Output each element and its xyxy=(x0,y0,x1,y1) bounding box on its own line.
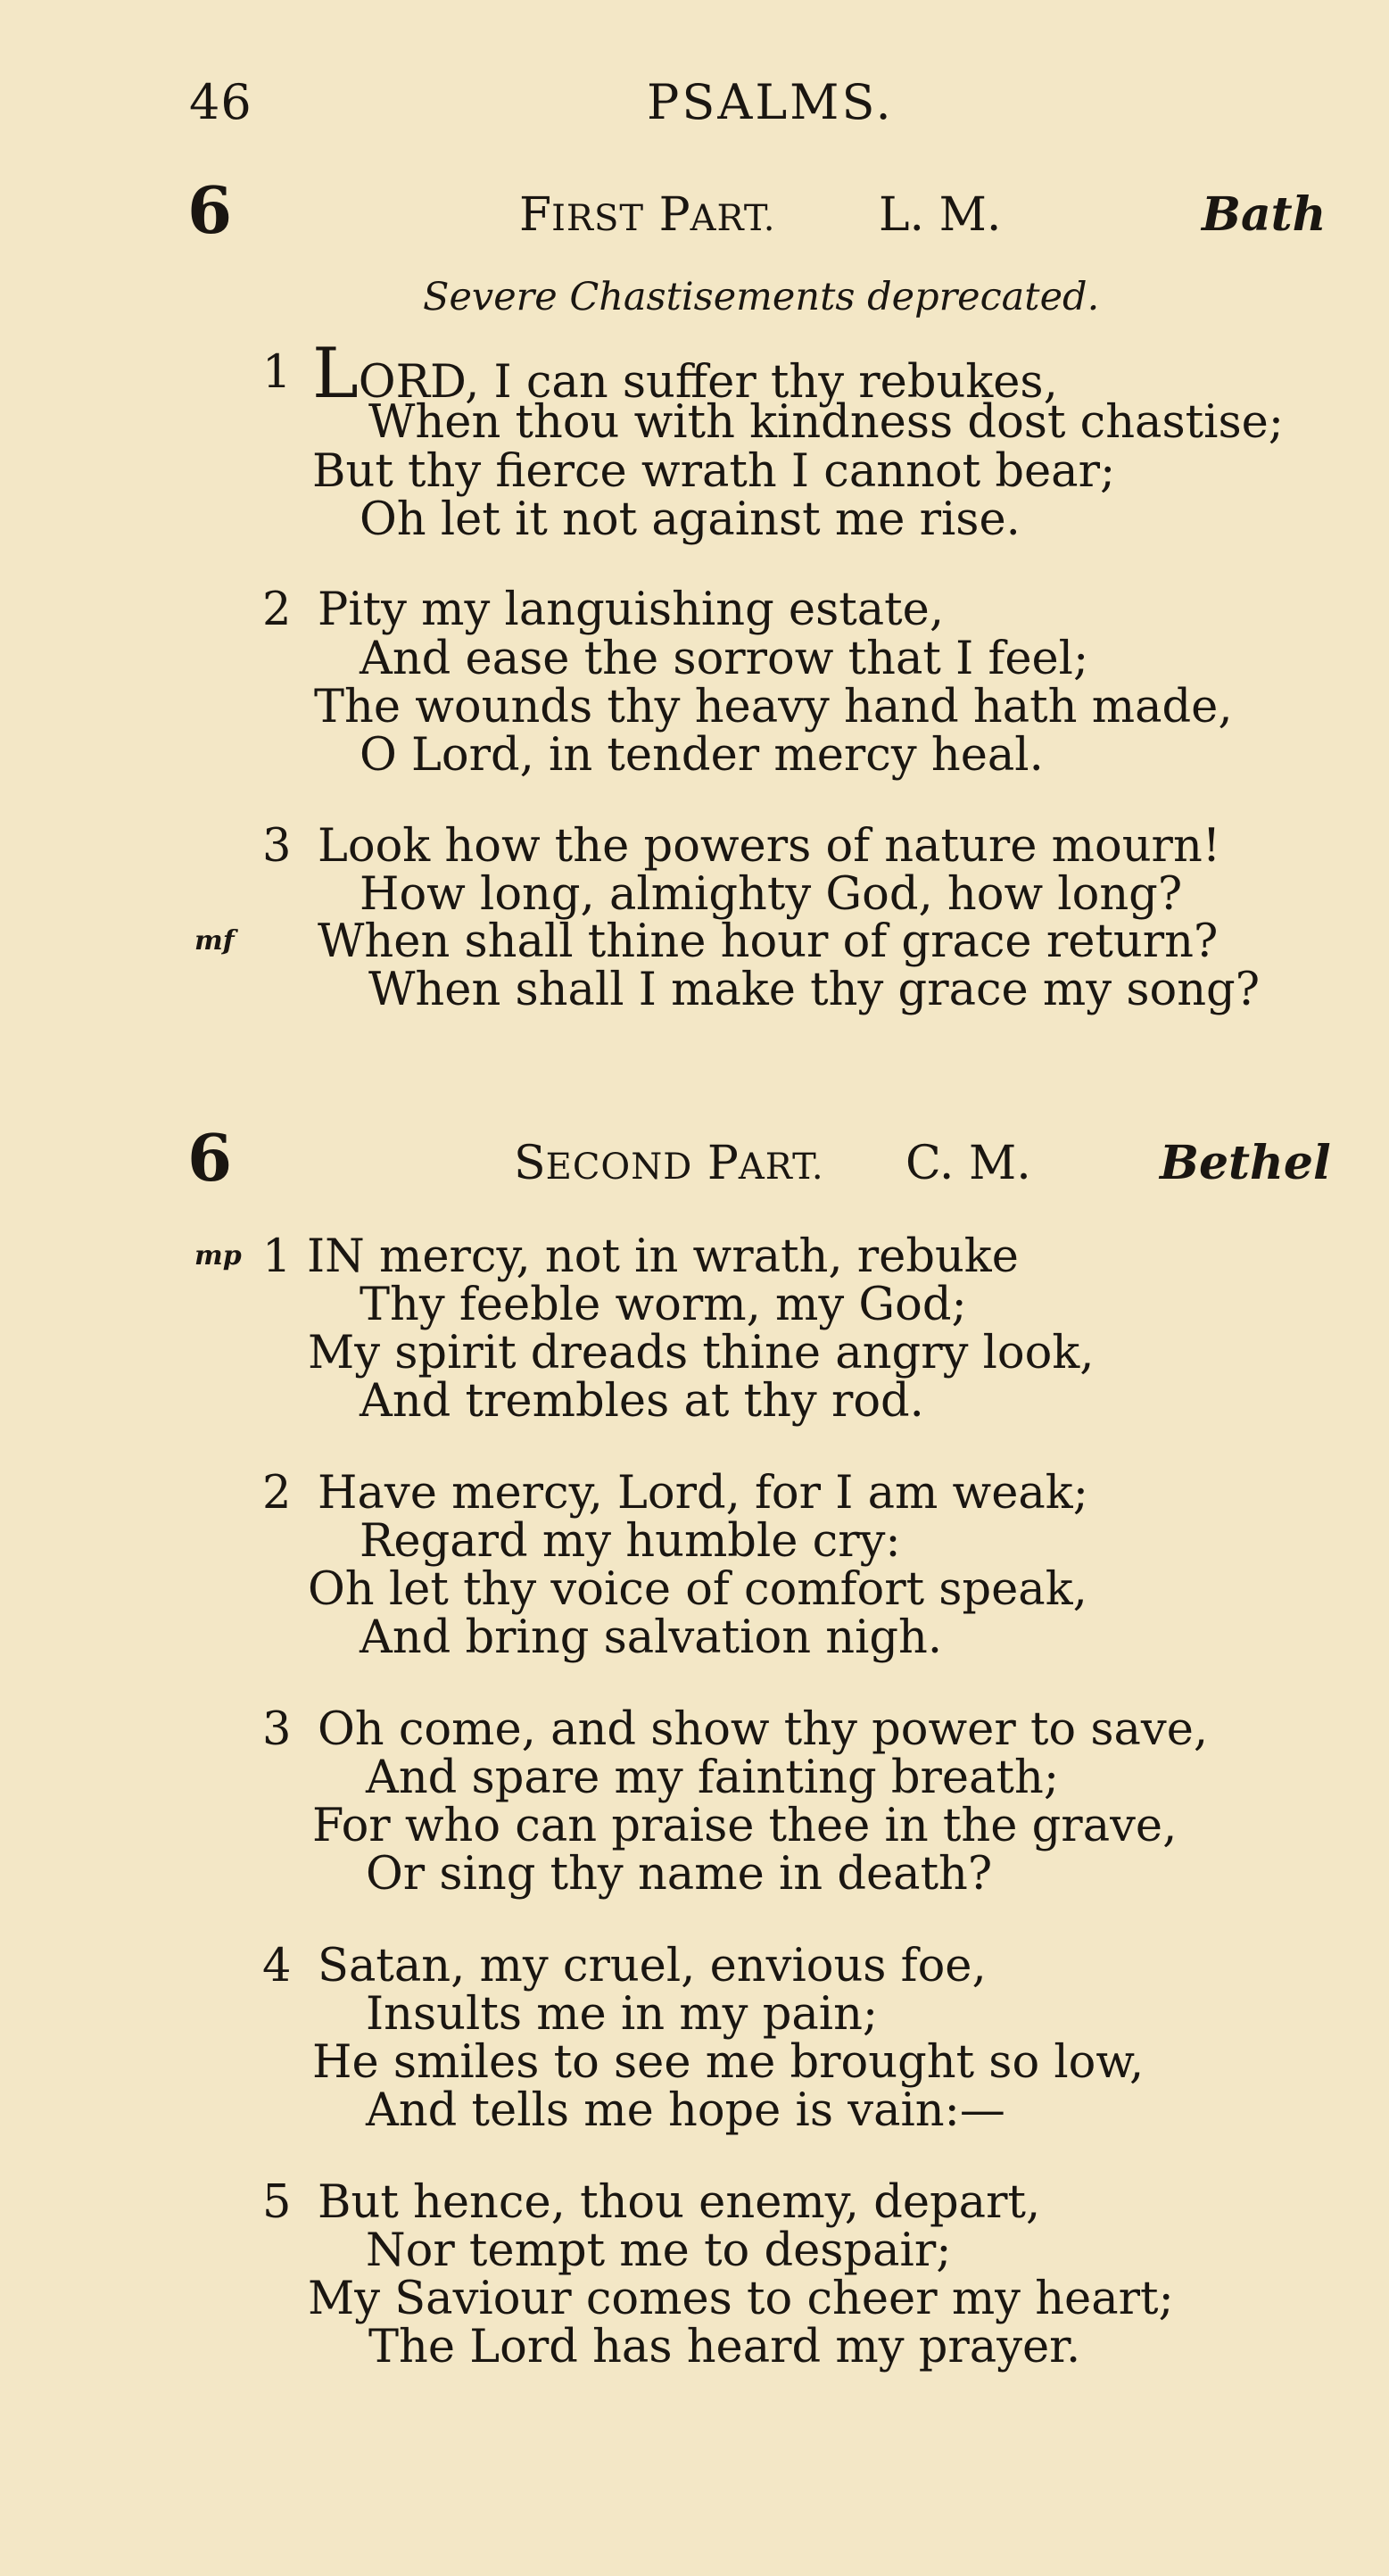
verse-number: 2 xyxy=(262,584,292,636)
part-title xyxy=(519,188,776,242)
verse-line: When shall I make thy grace my song? xyxy=(368,964,1261,1016)
verse-first-line: IN mercy, not in wrath, rebuke xyxy=(307,1230,1019,1283)
hymn-subtitle: Severe Chastisements deprecated. xyxy=(423,275,1100,319)
verse-line: When thou with kindness dost chastise; xyxy=(368,396,1284,449)
verse-line: How long, almighty God, how long? xyxy=(360,868,1183,921)
verse-line: He smiles to see me brought so low, xyxy=(312,2036,1145,2089)
verse-line: Insults me in my pain; xyxy=(366,1988,879,2041)
part-title-word2-rest: ART. xyxy=(738,1147,824,1188)
verse-line: But thy fierce wrath I cannot bear; xyxy=(312,445,1116,498)
verse-line: Oh let thy voice of comfort speak, xyxy=(308,1563,1087,1616)
part-title-initial: F xyxy=(519,188,552,242)
verse-number: 1 xyxy=(262,346,292,399)
verse-line: For who can praise thee in the grave, xyxy=(312,1800,1178,1852)
verse-number: 2 xyxy=(262,1467,292,1520)
part-title-word2-initial: P xyxy=(707,1137,739,1190)
verse-line: Nor tempt me to despair; xyxy=(366,2224,952,2277)
verse-number: 1 xyxy=(262,1230,292,1283)
verse-first-line: Pity my languishing estate, xyxy=(318,584,945,636)
running-title: PSALMS. xyxy=(647,74,894,130)
verse-first-line: Satan, my cruel, envious foe, xyxy=(318,1940,987,1992)
meter: L. M. xyxy=(879,188,1002,242)
verse-line: And spare my fainting breath; xyxy=(366,1752,1060,1804)
verse-line: When shall thine hour of grace return? xyxy=(318,915,1219,968)
verse-number: 3 xyxy=(262,1703,292,1756)
verse-number: 4 xyxy=(262,1940,292,1992)
verse-line: And ease the sorrow that I feel; xyxy=(360,633,1089,685)
verse-line: And tells me hope is vain:— xyxy=(366,2084,1005,2137)
verse-line: And bring salvation nigh. xyxy=(360,1611,943,1664)
verse-line: O Lord, in tender mercy heal. xyxy=(360,729,1044,782)
verse-line: And trembles at thy rod. xyxy=(360,1375,924,1428)
meter: C. M. xyxy=(905,1137,1031,1190)
verse-first-line: Have mercy, Lord, for I am weak; xyxy=(318,1467,1088,1520)
verse-first-line: Look how the powers of nature mourn! xyxy=(318,820,1221,873)
dynamic-marking: mp xyxy=(194,1240,242,1271)
tune-name: Bath xyxy=(1202,187,1327,242)
verse-first-line: Oh come, and show thy power to save, xyxy=(318,1703,1209,1756)
part-title-initial: S xyxy=(514,1137,546,1190)
part-title-rest: ECOND xyxy=(545,1147,693,1188)
psalm-number: 6 xyxy=(187,172,233,248)
verse-number: 3 xyxy=(262,820,292,873)
part-title-word2-initial: P xyxy=(658,188,690,242)
first-line-text: ORD, I can suffer thy rebukes, xyxy=(358,356,1058,409)
part-title-rest: IRST xyxy=(551,198,645,239)
verse-line: Or sing thy name in death? xyxy=(366,1848,993,1901)
verse-line: Regard my humble cry: xyxy=(360,1515,901,1568)
verse-line: The Lord has heard my prayer. xyxy=(368,2321,1081,2373)
dynamic-marking: mf xyxy=(194,925,235,957)
tune-name: Bethel xyxy=(1160,1136,1331,1190)
part-title xyxy=(514,1137,824,1190)
verse-number: 5 xyxy=(262,2176,292,2229)
verse-line: The wounds thy heavy hand hath made, xyxy=(314,681,1233,733)
part-title-word2-rest: ART. xyxy=(690,198,776,239)
drop-cap: L xyxy=(312,334,359,414)
verse-line: My Saviour comes to cheer my heart; xyxy=(308,2273,1174,2325)
verse-line: Thy feeble worm, my God; xyxy=(360,1279,967,1331)
psalm-number: 6 xyxy=(187,1120,233,1196)
verse-line: My spirit dreads thine angry look, xyxy=(308,1327,1095,1379)
verse-line: Oh let it not against me rise. xyxy=(360,493,1021,546)
verse-first-line: But hence, thou enemy, depart, xyxy=(318,2176,1041,2229)
page-number: 46 xyxy=(189,74,252,130)
